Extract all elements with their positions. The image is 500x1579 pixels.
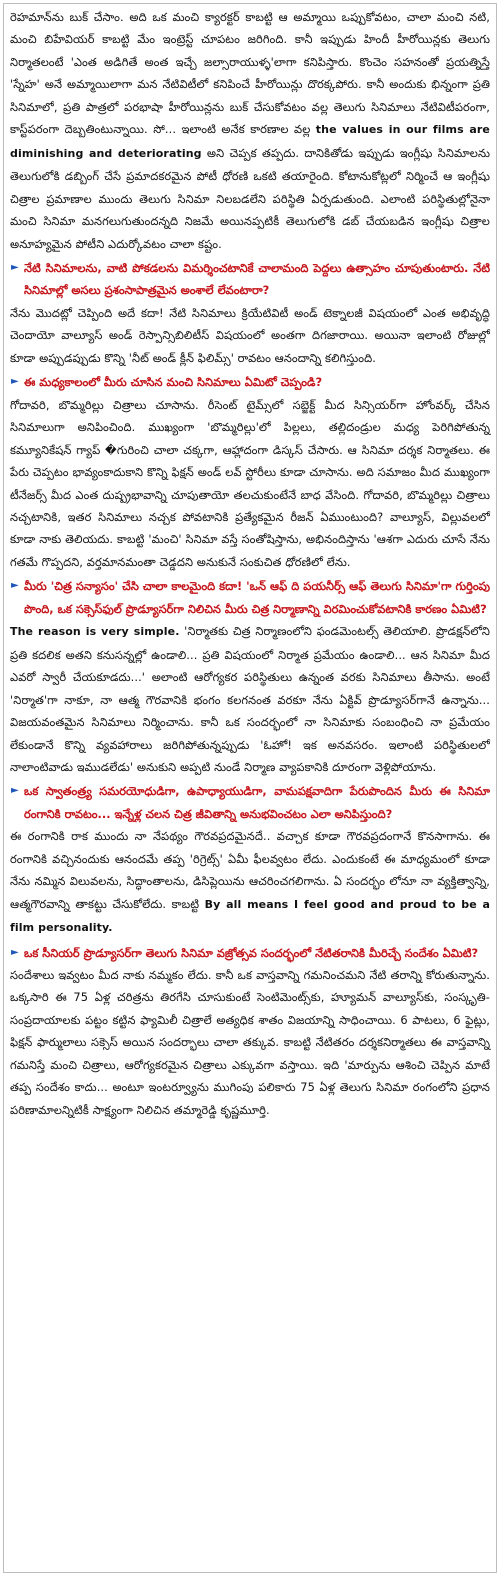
- answer-4: [10, 825, 490, 939]
- paragraph-text: నేను మొదట్లో చెప్పింది అదే కదా! నేటి సినిమాలు క్రియేటివిటీ అండ్ టెక్నాలజీ విషయంలో ఎంత అభివృద్ధి చెందాయో వాల్యూస్ అండ్ రెస్పాన్సిబిలిటీస్ విషయంలో అంతగా దిగజారాయి. అయినా ఇలాంటి రోజుల్లో కూడా అప్పుడప్పుడు కొన్ని 'నీట్ అండ్ క్లీన్ ఫిలిమ్స్' రావటం ఆనందాన్ని కలిగిస్తుంది.: [10, 305, 490, 365]
- paragraph-text: సందేశాలు ఇవ్వటం మీద నాకు నమ్మకం లేదు. కానీ ఒక వాస్తవాన్ని గమనించమని నేటి తరాన్ని కోరుతున్నాను. ఒక్కసారి ఈ 75 ఏళ్ల చరిత్రను తిరగేసి చూసుకుంటే సెంటిమెంట్స్‌కు, హ్యూమన్ వాల్యూస్‌కు, సంస్కృతి-సంప్రదాయాలకు పట్టం కట్టిన ఫ్యామిలీ చిత్రాలే అత్యధిక శాతం విజయాన్ని సాధించాయి. 6 పాటలు, 6 ఫైట్లు, ఫిక్షన్ ఫార్ములాలు సక్సెస్ అయిన సందర్భాలు చాలా తక్కువ. కాబట్టి నేటితరం దర్శకనిర్మాతలు ఈ వాస్తవాన్ని గమనిస్తే మంచి చిత్రాలు, ఆరోగ్యకరమైన చిత్రాలు ఎక్కువగా వస్తాయి. ఇది 'మార్పును ఆశించి చెప్పిన మాటే తప్ప సందేశం కాదు... అంటూ ఇంటర్వ్యూను ముగింపు పలికారు 75 ఏళ్ల తెలుగు సినిమా రంగంలోని ప్రధాన పరిణామాలన్నిటికీ సాక్ష్యంగా నిలిచిన తమ్మారెడ్డి కృష్ణమూర్తి.: [10, 968, 490, 1117]
- triangle-bullet-icon: ►: [11, 376, 19, 388]
- triangle-bullet-icon: ►: [11, 580, 19, 592]
- question-text: మీరు 'చిత్ర సన్యాసం' చేసి చాలా కాలమైంది కదా! 'ఒన్ ఆఫ్ ది పయనీర్స్ ఆఫ్ తెలుగు సినిమా'గా గుర్తింపు పొంది, ఒక సక్సెస్‌ఫుల్ ప్రొడ్యూసర్‌గా నిలిచిన మీరు చిత్ర నిర్మాణాన్ని విరమించుకోవటానికి కారణం ఏమిటి?: [24, 579, 490, 616]
- english-quote: the values in our films are diminishing and deteriorating: [10, 123, 490, 160]
- question-5: [10, 942, 490, 964]
- answer-5: [10, 964, 490, 1121]
- answer-1: [10, 302, 490, 369]
- english-quote: By all means I feel good and proud to be a film personality.: [10, 897, 490, 935]
- paragraph-text: ఈ రంగానికి రాక ముందు నా నేపథ్యం గౌరవప్రదమైనదే.. వచ్చాక కూడా గౌరవప్రదంగానే కొనసాగాను. ఈ రంగానికి వచ్చినందుకు ఆనందమే తప్ప 'రిగ్రెట్స్' ఏమీ ఫీలవ్వటం లేదు. ఎందుకంటే ఈ మాధ్యమంలో కూడా నేను నమ్మిన విలువలను, సిద్ధాంతాలను, డిసిప్లెయిను ఆచరించగలిగాను. ఏ సందర్భం లోనూ నా వ్యక్తిత్వాన్ని, ఆత్మగౌరవాన్ని తాకట్టు చేసుకోలేదు. కాబట్టి: [10, 829, 490, 911]
- triangle-bullet-icon: ►: [11, 946, 19, 958]
- paragraph-text: 'నిర్మాతకు చిత్ర నిర్మాణంలోని ఫండమెంటల్స్ తెలియాలి. ప్రొడక్షన్‌లోని ప్రతి కదలిక అతని కనుసన్నల్లో ఉండాలి... ప్రతి విషయంలో నిర్మాత ప్రమేయం ఉండాలి... ఆన సినిమా మీద ఎవరో స్వారీ చేయకూడదు...' అలాంటి ఆరోగ్యకర పరిస్థితులు ఉన్నంత వరకు సినిమాలు తీసాను. అంటే 'నిర్మాత'గా నాకూ, నా ఆత్మ గౌరవానికి భంగం కలగనంత వరకూ నేను ఏక్టివ్ ప్రొడ్యూసర్‌గానే ఉన్నాను... విజయవంతమైన సినిమాలు నిర్మించాను. కానీ ఒక సందర్భంలో నా సినిమాకు సంబంధించి నా ప్రమేయం లేకుండానే కొన్ని వ్యవహారాలు జరిగిపోతున్నప్పుడు 'ఓహో! ఇక అనవసరం. ఇలాంటి పరిస్థితులలో నాలాంటివాడు ఇముడలేడు' అనుకుని అప్పటి నుండే నిర్మాణ వ్యాపకానికి దూరంగా వెళ్లిపోయాను.: [10, 624, 490, 774]
- answer-3: [10, 620, 490, 778]
- paragraph-text: రెహమాన్‌ను బుక్ చేసాం. అది ఒక మంచి క్యారక్టర్ కాబట్టి ఆ అమ్మాయి ఒప్పుకోవటం, చాలా మంచి నటి, మంచి బిహేవియర్ కాబట్టి మేం ఇంట్రెస్ట్ చూపటం జరిగింది. కానీ ఇప్పుడు హిందీ హీరోయిన్లకు తెలుగు నిర్మాతలంటే 'ఎంత అడిగితే అంత ఇచ్చే జల్సారాయుళ్ళ'లాగా కనిపిస్తారు. కొంచెం సహనంతో ప్రయత్నిస్తే 'స్నేహ' అనే అమ్మాయిలాగా మన నేటివిటీలో కనిపించే హీరోయిన్లు దొరక్కపోరు. కానీ అందుకు భిన్నంగా ప్రతి సినిమాలో, ప్రతి పాత్రలో పరభాషా హీరోయిన్లను బుక్ చేసుకోవటం వల్ల తెలుగు సినిమాలు నేటివిటీపరంగా, కాస్ట్‌పరంగా దెబ్బతింటున్నాయి. సో... ఇలాంటి అనేక కారణాల వల్ల: [10, 10, 490, 137]
- question-text: ఈ మధ్యకాలంలో మీరు చూసిన మంచి సినిమాలు ఏమిటో చెప్పండి?: [24, 375, 323, 390]
- english-quote: The reason is very simple.: [10, 625, 180, 639]
- question-4: [10, 780, 490, 825]
- question-text: నేటి సినిమాలను, వాటి పోకడలను విమర్శించటానికే చాలామంది పెద్దలు ఉత్సాహం చూపుతుంటారు. నేటి సినిమాల్లో అసలు ప్రశంసాపాత్రమైన అంశాలే లేవంటారా?: [24, 260, 490, 298]
- triangle-bullet-icon: ►: [11, 785, 19, 797]
- paragraph-text: గోదావరి, బొమ్మరిల్లు చిత్రాలు చూసాను. రీసెంట్ టైమ్స్‌లో సబ్జెక్ట్ మీద సిన్సియర్‌గా హోంవర్క్ చేసిన సినిమాలుగా అనిపించింది. ముఖ్యంగా 'బొమ్మరిల్లు'లో పిల్లలు, తల్లిదండ్రుల మధ్య పెరిగిపోతున్న కమ్యూనికేషన్ గ్యాప్ �గురించి చాలా చక్కగా, ఆహ్లాదంగా డిస్కస్ చేసారు. ఆ సినిమా దర్శక నిర్మాతలు. ఈ పేరు చెప్పటం భావ్యంకాదుకాని కొన్ని ఫిక్షన్ అండ్ లవ్ స్టోరీలు కూడా చూసాను. అది సమాజం మీద ముఖ్యంగా టీనేజర్స్ మీద ఎంత దుష్ప్రభావాన్ని చూపుతాయో తలచుకుంటేనే బాధ వేసింది. గోదావరి, బొమ్మరిల్లు చిత్రాలు నచ్చటానికి, ఇతర సినిమాలు నచ్చక పోవటానికి ప్రత్యేకమైన రీజన్ ఏముంటుంది? వాల్యూస్, విల్లువలలో కూడా నాకు తెలియదు. కాబట్టి 'మంచి' సినిమా వస్తే సంతోషిస్తాను, అభినందిస్తాను 'ఆశగా ఎదురు చూసే నేను గతమే గొప్పదని, వర్తమానమంతా చెడ్డదని అనుకునే సంకుచిత ధోరణిలో లేను.: [10, 397, 490, 569]
- answer-2: [10, 394, 490, 574]
- question-1: [10, 257, 490, 302]
- question-2: [10, 371, 490, 393]
- question-text: ఒక సీనియర్ ప్రొడ్యూసర్‌గా తెలుగు సినిమా వజ్రోత్సవ సందర్భంలో నేటితరానికి మీరిచ్చే సందేశం ఏమిటి?: [24, 945, 479, 960]
- question-3: [10, 575, 490, 620]
- answer-paragraph-intro: [10, 6, 490, 255]
- question-text: ఒక స్వాతంత్ర్య సమరయోధుడిగా, ఉపాధ్యాయుడిగా, వామపక్షవాదిగా పేరుపొందిన మీరు ఈ సినిమా రంగానికి రావటం... ఇన్నేళ్ల చలన చిత్ర జీవితాన్ని అనుభవించటం ఎలా అనిపిస్తుంది?: [24, 784, 490, 821]
- article-page: [3, 3, 497, 1573]
- paragraph-text: అని చెప్పక తప్పదు. దానికితోడు ఇప్పుడు ఇంగ్లీషు సినిమాలను తెలుగులోకి డబ్బింగ్ చేసే ప్రమాదకరమైన పోటీ ధోరణి ఒకటి తయారైంది. కోటానుకోట్లలో నిర్మించే ఆ ఇంగ్లీషు చిత్రాల ప్రమాణాల ముందు తెలుగు సినిమా నిలబడలేని పరిస్థితి ఏర్పడుతుంది. ఎలాంటి పరిస్థితుల్లోనైనా మంచి సినిమా మనగలుగుతుందన్నది నిజమే అయినప్పటికీ తెలుగులోకి డబ్ చేయబడిన ఇంగ్లీషు చిత్రాల అనూహ్యమైన పోటీని ఎదుర్కోవటం చాలా కష్టం.: [10, 145, 490, 251]
- triangle-bullet-icon: ►: [11, 261, 19, 273]
